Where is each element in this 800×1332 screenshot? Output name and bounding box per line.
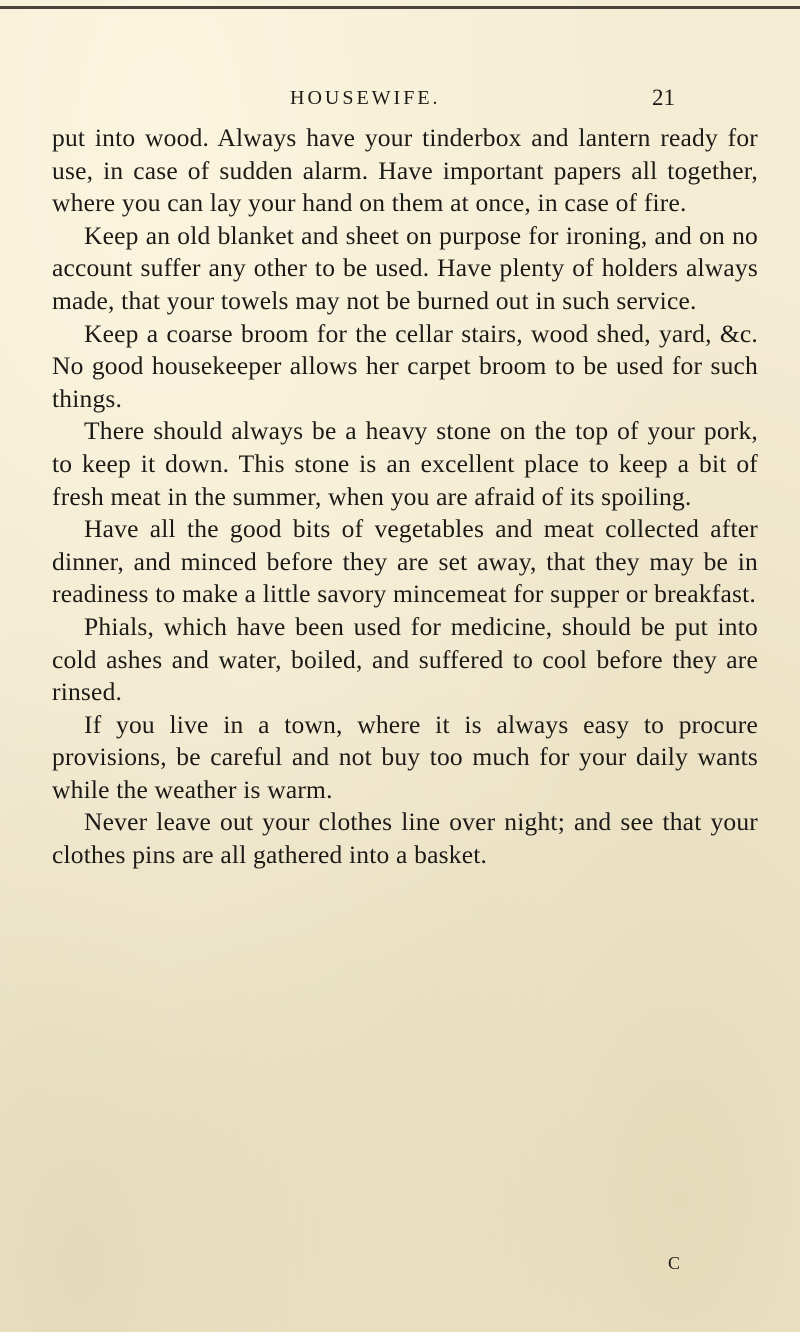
paragraph: Keep an old blanket and sheet on purpose for ironing, and on no account suffer any other to be used. Have plenty of holders always made, that your towels may not be burned out in such service. [52, 220, 758, 315]
page-number: 21 [652, 85, 675, 110]
signature-mark: C [668, 1253, 681, 1273]
paragraph: Never leave out your clothes line over night; and see that your clothes pins are all gathered into a basket. [52, 807, 758, 870]
body-text [52, 122, 758, 872]
running-head-title: HOUSEWIFE. [290, 87, 441, 109]
running-head [52, 84, 758, 114]
paragraph: Keep a coarse broom for the cellar stairs, wood shed, yard, &c. No good housekeeper allows her carpet broom to be used for such things. [52, 318, 758, 413]
paragraph: put into wood. Always have your tinderbox and lantern ready for use, in case of sudden alarm. Have important papers all together, where you can lay your hand on them at once, in case of fire. [52, 123, 758, 218]
paragraph: There should always be a heavy stone on the top of your pork, to keep it down. This stone is an excellent place to keep a bit of fresh meat in the summer, when you are afraid of its spoiling. [52, 416, 758, 511]
paragraph: Phials, which have been used for medicine, should be put into cold ashes and water, boiled, and suffered to cool before they are rinsed. [52, 611, 758, 707]
paragraph: If you live in a town, where it is always easy to procure provisions, be careful and not buy too much for your daily wants while the weather is warm. [52, 709, 758, 804]
paragraph: Have all the good bits of vegetables and meat collected after dinner, and minced before they are set away, that they may be in readiness to make a little savory mincemeat for supper or breakfast. [52, 514, 758, 609]
book-page [52, 0, 758, 1332]
